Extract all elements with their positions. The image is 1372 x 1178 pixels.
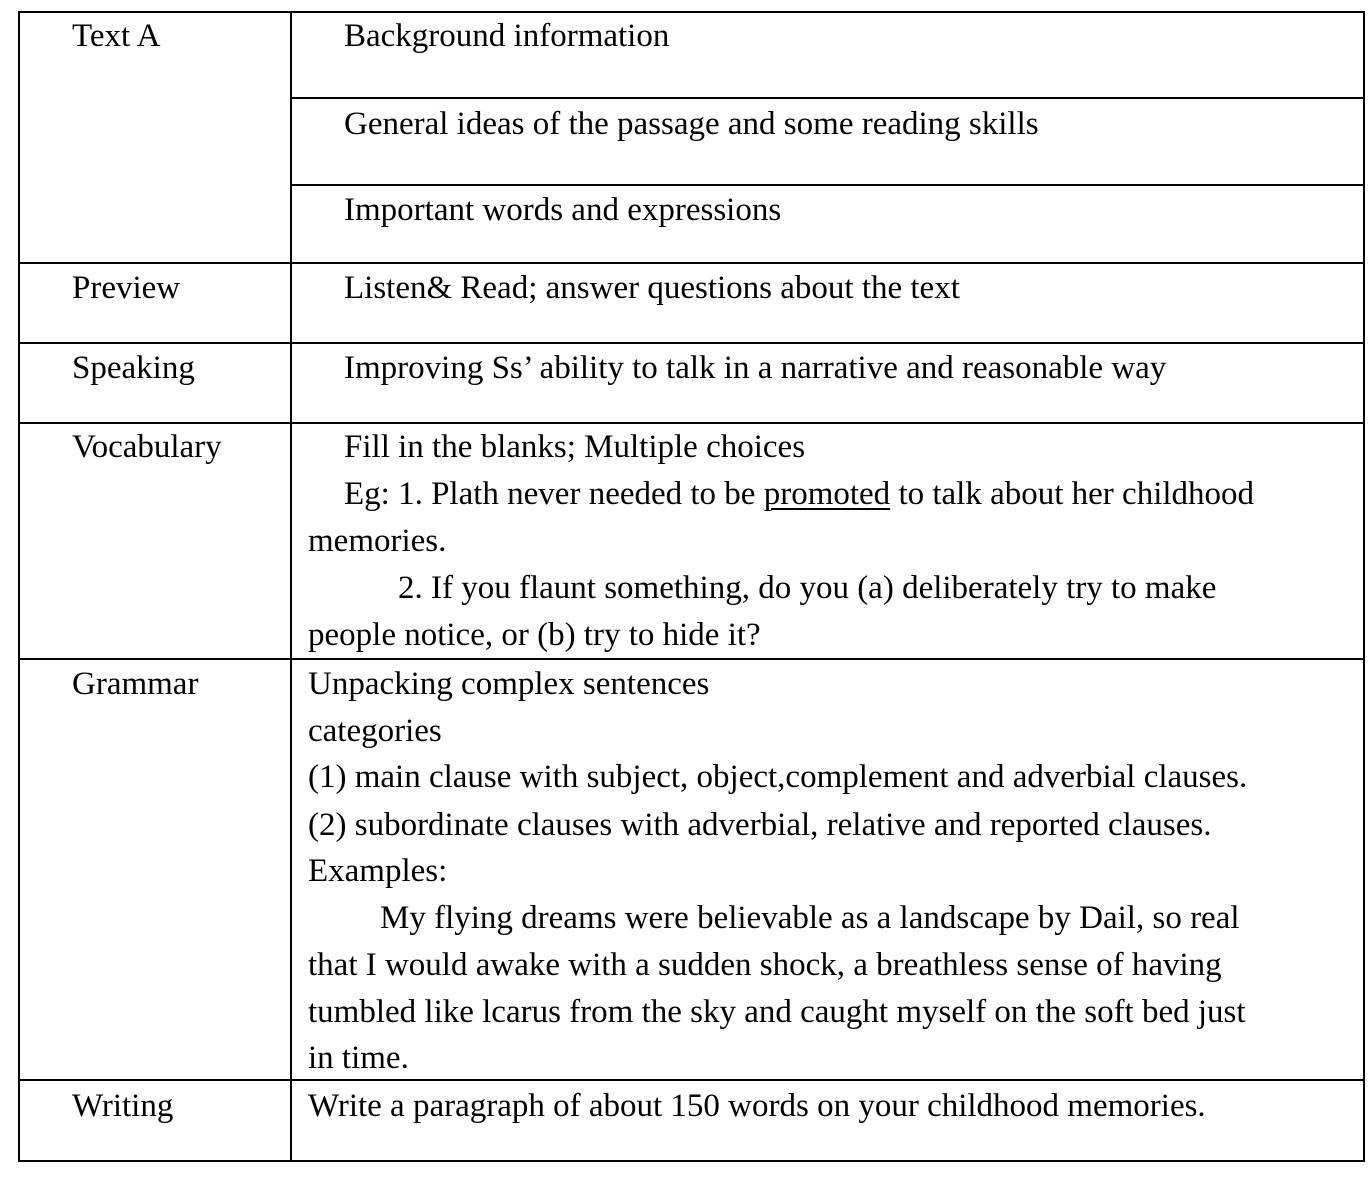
column-divider xyxy=(290,11,292,1162)
table-border-right xyxy=(1363,11,1365,1162)
vocabulary-line: people notice, or (b) try to hide it? xyxy=(308,617,761,653)
preview-content: Listen& Read; answer questions about the text xyxy=(344,270,960,306)
grammar-line: tumbled like lcarus from the sky and caught myself on the soft bed just xyxy=(308,994,1246,1030)
grammar-line: Unpacking complex sentences xyxy=(308,666,710,702)
row-label-grammar: Grammar xyxy=(72,666,199,702)
row-label-preview: Preview xyxy=(72,270,181,306)
text-a-general-ideas: General ideas of the passage and some reading skills xyxy=(344,106,1039,142)
row-label-speaking: Speaking xyxy=(72,350,195,386)
grammar-line: that I would awake with a sudden shock, a breathless sense of having xyxy=(308,947,1222,983)
row-label-vocabulary: Vocabulary xyxy=(72,429,222,465)
row-divider xyxy=(18,1079,1365,1081)
grammar-line: My flying dreams were believable as a landscape by Dail, so real xyxy=(380,900,1240,936)
row-label-writing: Writing xyxy=(72,1088,174,1124)
underlined-word: promoted xyxy=(763,476,891,512)
vocabulary-line: memories. xyxy=(308,523,447,559)
text-a-background: Background information xyxy=(344,18,670,54)
table-border-bottom xyxy=(18,1160,1365,1162)
grammar-line: (1) main clause with subject, object,complement and adverbial clauses. xyxy=(308,759,1248,795)
example-text-before: Eg: 1. Plath never needed to be xyxy=(344,476,764,512)
subrow-divider xyxy=(290,184,1365,186)
grammar-line: categories xyxy=(308,713,442,749)
table-border-left xyxy=(18,11,20,1162)
vocabulary-line: Fill in the blanks; Multiple choices xyxy=(344,429,806,465)
row-divider xyxy=(18,342,1365,344)
lesson-plan-table xyxy=(18,11,1365,1162)
speaking-content: Improving Ss’ ability to talk in a narrative and reasonable way xyxy=(344,350,1167,386)
writing-content: Write a paragraph of about 150 words on your childhood memories. xyxy=(308,1088,1206,1124)
example-text-after: to talk about her childhood xyxy=(890,476,1255,512)
table-border-top xyxy=(18,11,1365,13)
grammar-line: in time. xyxy=(308,1040,409,1076)
row-label-text-a: Text A xyxy=(72,18,161,54)
text-a-words: Important words and expressions xyxy=(344,192,782,228)
grammar-line: (2) subordinate clauses with adverbial, relative and reported clauses. xyxy=(308,807,1212,843)
row-divider xyxy=(18,262,1365,264)
vocabulary-example-line xyxy=(344,471,1254,518)
grammar-line: Examples: xyxy=(308,853,448,889)
vocabulary-line: 2. If you flaunt something, do you (a) deliberately try to make xyxy=(398,570,1217,606)
subrow-divider xyxy=(290,97,1365,99)
